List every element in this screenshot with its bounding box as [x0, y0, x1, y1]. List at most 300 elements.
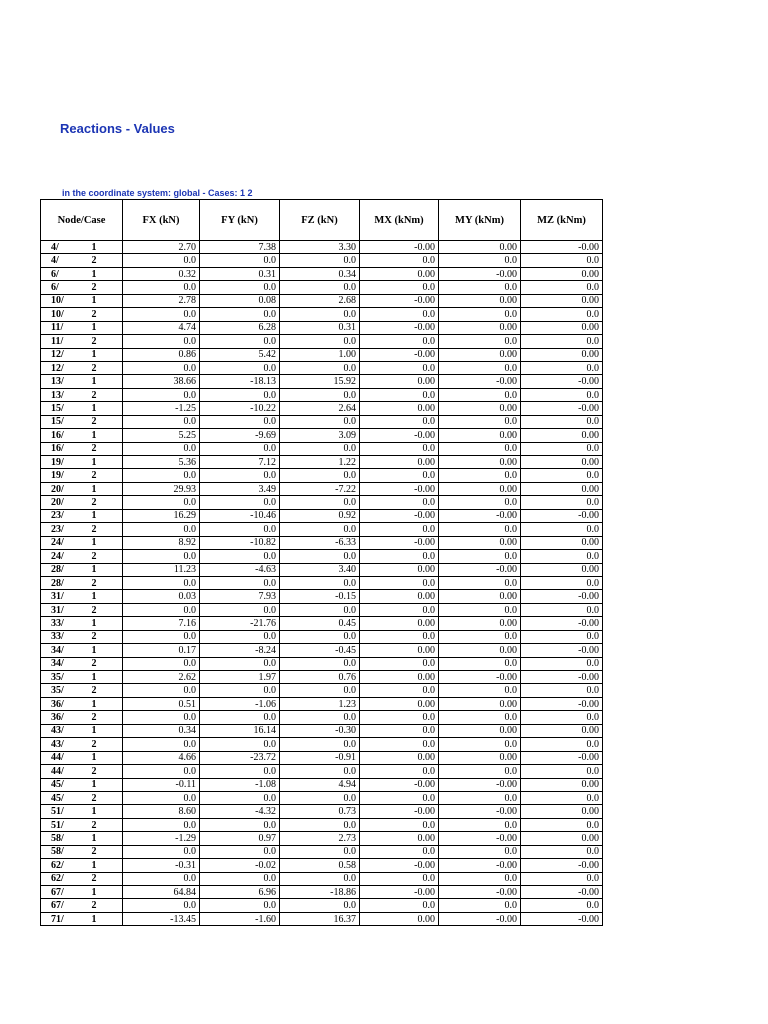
table-row: [41, 576, 603, 589]
my-cell: 0.0: [439, 361, 521, 374]
node-cell: 62/: [41, 872, 85, 885]
case-cell: 1: [85, 859, 123, 872]
table-row: [41, 348, 603, 361]
table-row: [41, 456, 603, 469]
mx-cell: 0.0: [360, 442, 439, 455]
fx-cell: 0.17: [123, 644, 200, 657]
fz-cell: 0.0: [280, 872, 360, 885]
table-row: [41, 375, 603, 388]
my-cell: 0.0: [439, 845, 521, 858]
case-cell: 2: [85, 415, 123, 428]
fy-cell: 6.28: [200, 321, 280, 334]
node-cell: 44/: [41, 765, 85, 778]
fz-cell: 2.64: [280, 402, 360, 415]
my-cell: 0.0: [439, 442, 521, 455]
table-row: [41, 388, 603, 401]
fy-cell: 0.0: [200, 872, 280, 885]
mx-cell: -0.00: [360, 294, 439, 307]
fy-cell: 0.31: [200, 267, 280, 280]
mz-cell: -0.00: [521, 241, 603, 254]
fy-cell: 16.14: [200, 724, 280, 737]
header-fy: FY (kN): [200, 200, 280, 241]
table-row: [41, 684, 603, 697]
mx-cell: 0.0: [360, 603, 439, 616]
table-row: [41, 442, 603, 455]
table-row: [41, 778, 603, 791]
table-row: [41, 724, 603, 737]
node-cell: 35/: [41, 684, 85, 697]
fx-cell: 5.25: [123, 429, 200, 442]
mz-cell: -0.00: [521, 697, 603, 710]
mx-cell: -0.00: [360, 509, 439, 522]
fx-cell: 16.29: [123, 509, 200, 522]
mx-cell: 0.0: [360, 308, 439, 321]
mz-cell: 0.0: [521, 415, 603, 428]
mx-cell: -0.00: [360, 886, 439, 899]
mx-cell: 0.0: [360, 576, 439, 589]
node-cell: 10/: [41, 294, 85, 307]
fy-cell: -21.76: [200, 617, 280, 630]
fx-cell: -1.29: [123, 832, 200, 845]
fy-cell: 0.0: [200, 361, 280, 374]
table-row: [41, 832, 603, 845]
case-cell: 2: [85, 496, 123, 509]
mz-cell: 0.0: [521, 442, 603, 455]
fz-cell: -6.33: [280, 536, 360, 549]
mx-cell: 0.00: [360, 267, 439, 280]
mx-cell: 0.00: [360, 644, 439, 657]
fy-cell: 0.97: [200, 832, 280, 845]
fz-cell: 4.94: [280, 778, 360, 791]
mz-cell: 0.00: [521, 778, 603, 791]
table-row: [41, 361, 603, 374]
fz-cell: 0.0: [280, 818, 360, 831]
fz-cell: 0.58: [280, 859, 360, 872]
case-cell: 1: [85, 267, 123, 280]
mx-cell: 0.0: [360, 415, 439, 428]
mx-cell: 0.0: [360, 388, 439, 401]
mx-cell: 0.0: [360, 845, 439, 858]
fy-cell: 0.0: [200, 281, 280, 294]
fz-cell: 0.0: [280, 361, 360, 374]
case-cell: 2: [85, 657, 123, 670]
my-cell: 0.00: [439, 456, 521, 469]
fx-cell: 64.84: [123, 886, 200, 899]
node-cell: 43/: [41, 738, 85, 751]
fy-cell: 0.0: [200, 254, 280, 267]
fx-cell: 0.0: [123, 415, 200, 428]
table-body: [41, 241, 603, 926]
coordinate-system-caption: in the coordinate system: global - Cases: 1 2: [62, 188, 253, 198]
node-cell: 13/: [41, 375, 85, 388]
mz-cell: 0.00: [521, 321, 603, 334]
mz-cell: 0.0: [521, 657, 603, 670]
my-cell: -0.00: [439, 805, 521, 818]
node-cell: 58/: [41, 845, 85, 858]
my-cell: 0.00: [439, 644, 521, 657]
mz-cell: 0.00: [521, 536, 603, 549]
case-cell: 2: [85, 872, 123, 885]
node-cell: 11/: [41, 335, 85, 348]
case-cell: 2: [85, 523, 123, 536]
fx-cell: 0.0: [123, 899, 200, 912]
fz-cell: 0.0: [280, 765, 360, 778]
case-cell: 1: [85, 912, 123, 925]
fy-cell: 0.0: [200, 765, 280, 778]
fz-cell: 0.0: [280, 281, 360, 294]
fy-cell: 5.42: [200, 348, 280, 361]
node-cell: 23/: [41, 523, 85, 536]
case-cell: 2: [85, 442, 123, 455]
fx-cell: 0.0: [123, 791, 200, 804]
node-cell: 28/: [41, 576, 85, 589]
mx-cell: 0.00: [360, 912, 439, 925]
fy-cell: 0.0: [200, 791, 280, 804]
case-cell: 1: [85, 348, 123, 361]
case-cell: 1: [85, 241, 123, 254]
node-cell: 15/: [41, 415, 85, 428]
table-row: [41, 294, 603, 307]
case-cell: 1: [85, 644, 123, 657]
table-row: [41, 657, 603, 670]
table-row: [41, 469, 603, 482]
node-cell: 10/: [41, 308, 85, 321]
mx-cell: -0.00: [360, 429, 439, 442]
my-cell: 0.00: [439, 321, 521, 334]
mx-cell: 0.0: [360, 872, 439, 885]
table-row: [41, 791, 603, 804]
case-cell: 2: [85, 603, 123, 616]
table-row: [41, 509, 603, 522]
node-cell: 31/: [41, 590, 85, 603]
mz-cell: 0.0: [521, 845, 603, 858]
my-cell: 0.0: [439, 550, 521, 563]
case-cell: 2: [85, 711, 123, 724]
node-cell: 36/: [41, 711, 85, 724]
fz-cell: 0.0: [280, 254, 360, 267]
case-cell: 1: [85, 832, 123, 845]
mx-cell: 0.0: [360, 724, 439, 737]
case-cell: 1: [85, 429, 123, 442]
my-cell: 0.0: [439, 872, 521, 885]
fy-cell: -18.13: [200, 375, 280, 388]
table-row: [41, 429, 603, 442]
mz-cell: 0.00: [521, 563, 603, 576]
mx-cell: 0.00: [360, 563, 439, 576]
node-cell: 34/: [41, 644, 85, 657]
fz-cell: 0.0: [280, 630, 360, 643]
case-cell: 1: [85, 321, 123, 334]
my-cell: 0.0: [439, 765, 521, 778]
fx-cell: 0.0: [123, 765, 200, 778]
node-cell: 23/: [41, 509, 85, 522]
case-cell: 2: [85, 361, 123, 374]
fz-cell: 0.76: [280, 671, 360, 684]
fy-cell: 0.0: [200, 442, 280, 455]
fx-cell: 0.32: [123, 267, 200, 280]
table-row: [41, 321, 603, 334]
mx-cell: 0.0: [360, 335, 439, 348]
fx-cell: -0.11: [123, 778, 200, 791]
fx-cell: 0.0: [123, 308, 200, 321]
node-cell: 67/: [41, 886, 85, 899]
fx-cell: 0.0: [123, 657, 200, 670]
fx-cell: 0.0: [123, 361, 200, 374]
node-cell: 33/: [41, 630, 85, 643]
fy-cell: 0.0: [200, 576, 280, 589]
header-node-case: Node/Case: [41, 200, 123, 241]
node-cell: 35/: [41, 671, 85, 684]
mx-cell: -0.00: [360, 241, 439, 254]
fz-cell: -0.15: [280, 590, 360, 603]
my-cell: 0.0: [439, 657, 521, 670]
node-cell: 12/: [41, 361, 85, 374]
table-row: [41, 630, 603, 643]
mz-cell: 0.00: [521, 724, 603, 737]
fz-cell: 0.0: [280, 550, 360, 563]
fx-cell: 0.0: [123, 711, 200, 724]
mz-cell: 0.0: [521, 254, 603, 267]
mx-cell: -0.00: [360, 805, 439, 818]
fy-cell: 0.0: [200, 496, 280, 509]
fz-cell: 0.0: [280, 469, 360, 482]
fx-cell: 0.03: [123, 590, 200, 603]
case-cell: 2: [85, 388, 123, 401]
table-row: [41, 711, 603, 724]
my-cell: 0.00: [439, 348, 521, 361]
case-cell: 2: [85, 281, 123, 294]
mz-cell: 0.0: [521, 684, 603, 697]
fz-cell: -0.30: [280, 724, 360, 737]
mz-cell: 0.0: [521, 361, 603, 374]
fz-cell: 0.34: [280, 267, 360, 280]
mz-cell: 0.00: [521, 294, 603, 307]
fx-cell: -13.45: [123, 912, 200, 925]
fz-cell: 3.30: [280, 241, 360, 254]
fx-cell: 0.86: [123, 348, 200, 361]
fz-cell: 0.0: [280, 335, 360, 348]
fz-cell: 3.40: [280, 563, 360, 576]
my-cell: 0.0: [439, 684, 521, 697]
mz-cell: 0.0: [521, 496, 603, 509]
mx-cell: 0.00: [360, 697, 439, 710]
node-cell: 4/: [41, 241, 85, 254]
my-cell: -0.00: [439, 671, 521, 684]
node-cell: 16/: [41, 429, 85, 442]
mz-cell: 0.0: [521, 388, 603, 401]
mz-cell: -0.00: [521, 375, 603, 388]
mz-cell: -0.00: [521, 671, 603, 684]
table-row: [41, 886, 603, 899]
fy-cell: 0.0: [200, 899, 280, 912]
fx-cell: 0.0: [123, 335, 200, 348]
my-cell: 0.0: [439, 899, 521, 912]
mx-cell: 0.0: [360, 550, 439, 563]
table-row: [41, 590, 603, 603]
node-cell: 51/: [41, 818, 85, 831]
node-cell: 11/: [41, 321, 85, 334]
fx-cell: -0.31: [123, 859, 200, 872]
node-cell: 16/: [41, 442, 85, 455]
node-cell: 4/: [41, 254, 85, 267]
fx-cell: 0.0: [123, 872, 200, 885]
my-cell: -0.00: [439, 832, 521, 845]
mz-cell: 0.00: [521, 267, 603, 280]
fz-cell: 0.0: [280, 523, 360, 536]
node-cell: 51/: [41, 805, 85, 818]
mz-cell: 0.0: [521, 738, 603, 751]
fy-cell: -4.32: [200, 805, 280, 818]
header-my: MY (kNm): [439, 200, 521, 241]
mx-cell: 0.00: [360, 402, 439, 415]
mz-cell: -0.00: [521, 509, 603, 522]
mx-cell: 0.0: [360, 738, 439, 751]
fx-cell: 7.16: [123, 617, 200, 630]
fy-cell: 0.0: [200, 711, 280, 724]
mz-cell: 0.0: [521, 899, 603, 912]
fz-cell: 0.0: [280, 415, 360, 428]
fy-cell: 0.0: [200, 388, 280, 401]
mz-cell: 0.0: [521, 281, 603, 294]
mx-cell: 0.0: [360, 657, 439, 670]
node-cell: 15/: [41, 402, 85, 415]
table-row: [41, 859, 603, 872]
fy-cell: -10.82: [200, 536, 280, 549]
case-cell: 1: [85, 294, 123, 307]
my-cell: 0.0: [439, 308, 521, 321]
fy-cell: 0.0: [200, 603, 280, 616]
table-row: [41, 912, 603, 925]
fy-cell: 0.0: [200, 335, 280, 348]
case-cell: 2: [85, 469, 123, 482]
mx-cell: -0.00: [360, 859, 439, 872]
table-row: [41, 644, 603, 657]
fz-cell: -0.91: [280, 751, 360, 764]
my-cell: -0.00: [439, 859, 521, 872]
table-row: [41, 899, 603, 912]
fz-cell: 0.31: [280, 321, 360, 334]
table-row: [41, 415, 603, 428]
mx-cell: 0.0: [360, 361, 439, 374]
fx-cell: 0.0: [123, 738, 200, 751]
mx-cell: 0.0: [360, 496, 439, 509]
fy-cell: -1.08: [200, 778, 280, 791]
node-cell: 44/: [41, 751, 85, 764]
fy-cell: 0.0: [200, 550, 280, 563]
case-cell: 1: [85, 778, 123, 791]
mx-cell: 0.00: [360, 590, 439, 603]
table-row: [41, 697, 603, 710]
mx-cell: 0.0: [360, 899, 439, 912]
table-row: [41, 845, 603, 858]
node-cell: 20/: [41, 496, 85, 509]
my-cell: 0.00: [439, 697, 521, 710]
node-cell: 12/: [41, 348, 85, 361]
case-cell: 1: [85, 724, 123, 737]
fx-cell: 0.0: [123, 684, 200, 697]
mx-cell: 0.0: [360, 684, 439, 697]
fx-cell: 2.62: [123, 671, 200, 684]
mz-cell: 0.0: [521, 791, 603, 804]
mx-cell: 0.0: [360, 254, 439, 267]
node-cell: 19/: [41, 456, 85, 469]
my-cell: 0.0: [439, 818, 521, 831]
node-cell: 6/: [41, 281, 85, 294]
node-cell: 19/: [41, 469, 85, 482]
my-cell: 0.0: [439, 496, 521, 509]
fx-cell: 0.0: [123, 388, 200, 401]
fy-cell: 0.0: [200, 630, 280, 643]
my-cell: 0.0: [439, 469, 521, 482]
mz-cell: 0.00: [521, 456, 603, 469]
mz-cell: 0.0: [521, 523, 603, 536]
fz-cell: 0.0: [280, 791, 360, 804]
mz-cell: 0.0: [521, 765, 603, 778]
fx-cell: 0.0: [123, 550, 200, 563]
table-row: [41, 308, 603, 321]
fx-cell: 38.66: [123, 375, 200, 388]
case-cell: 1: [85, 456, 123, 469]
table-row: [41, 617, 603, 630]
node-cell: 6/: [41, 267, 85, 280]
case-cell: 1: [85, 563, 123, 576]
my-cell: 0.0: [439, 523, 521, 536]
node-cell: 43/: [41, 724, 85, 737]
fx-cell: 4.74: [123, 321, 200, 334]
fy-cell: -10.22: [200, 402, 280, 415]
mz-cell: -0.00: [521, 751, 603, 764]
fx-cell: 0.0: [123, 845, 200, 858]
mx-cell: 0.00: [360, 671, 439, 684]
table-row: [41, 805, 603, 818]
table-row: [41, 496, 603, 509]
fx-cell: 29.93: [123, 482, 200, 495]
my-cell: 0.00: [439, 590, 521, 603]
mz-cell: -0.00: [521, 617, 603, 630]
node-cell: 13/: [41, 388, 85, 401]
mz-cell: -0.00: [521, 886, 603, 899]
header-fz: FZ (kN): [280, 200, 360, 241]
fx-cell: 2.70: [123, 241, 200, 254]
fx-cell: 2.78: [123, 294, 200, 307]
fy-cell: 0.08: [200, 294, 280, 307]
fy-cell: 7.93: [200, 590, 280, 603]
my-cell: 0.00: [439, 751, 521, 764]
case-cell: 2: [85, 308, 123, 321]
mz-cell: 0.0: [521, 818, 603, 831]
fz-cell: 1.23: [280, 697, 360, 710]
fz-cell: 0.0: [280, 738, 360, 751]
node-cell: 20/: [41, 482, 85, 495]
node-cell: 36/: [41, 697, 85, 710]
fx-cell: 11.23: [123, 563, 200, 576]
my-cell: 0.00: [439, 482, 521, 495]
my-cell: 0.0: [439, 630, 521, 643]
case-cell: 2: [85, 630, 123, 643]
fy-cell: 6.96: [200, 886, 280, 899]
mz-cell: -0.00: [521, 912, 603, 925]
fy-cell: 0.0: [200, 738, 280, 751]
table-row: [41, 603, 603, 616]
fx-cell: 0.0: [123, 576, 200, 589]
fx-cell: 0.0: [123, 469, 200, 482]
fy-cell: 3.49: [200, 482, 280, 495]
fz-cell: 1.22: [280, 456, 360, 469]
mx-cell: -0.00: [360, 778, 439, 791]
table-row: [41, 550, 603, 563]
table-row: [41, 765, 603, 778]
mx-cell: 0.0: [360, 711, 439, 724]
